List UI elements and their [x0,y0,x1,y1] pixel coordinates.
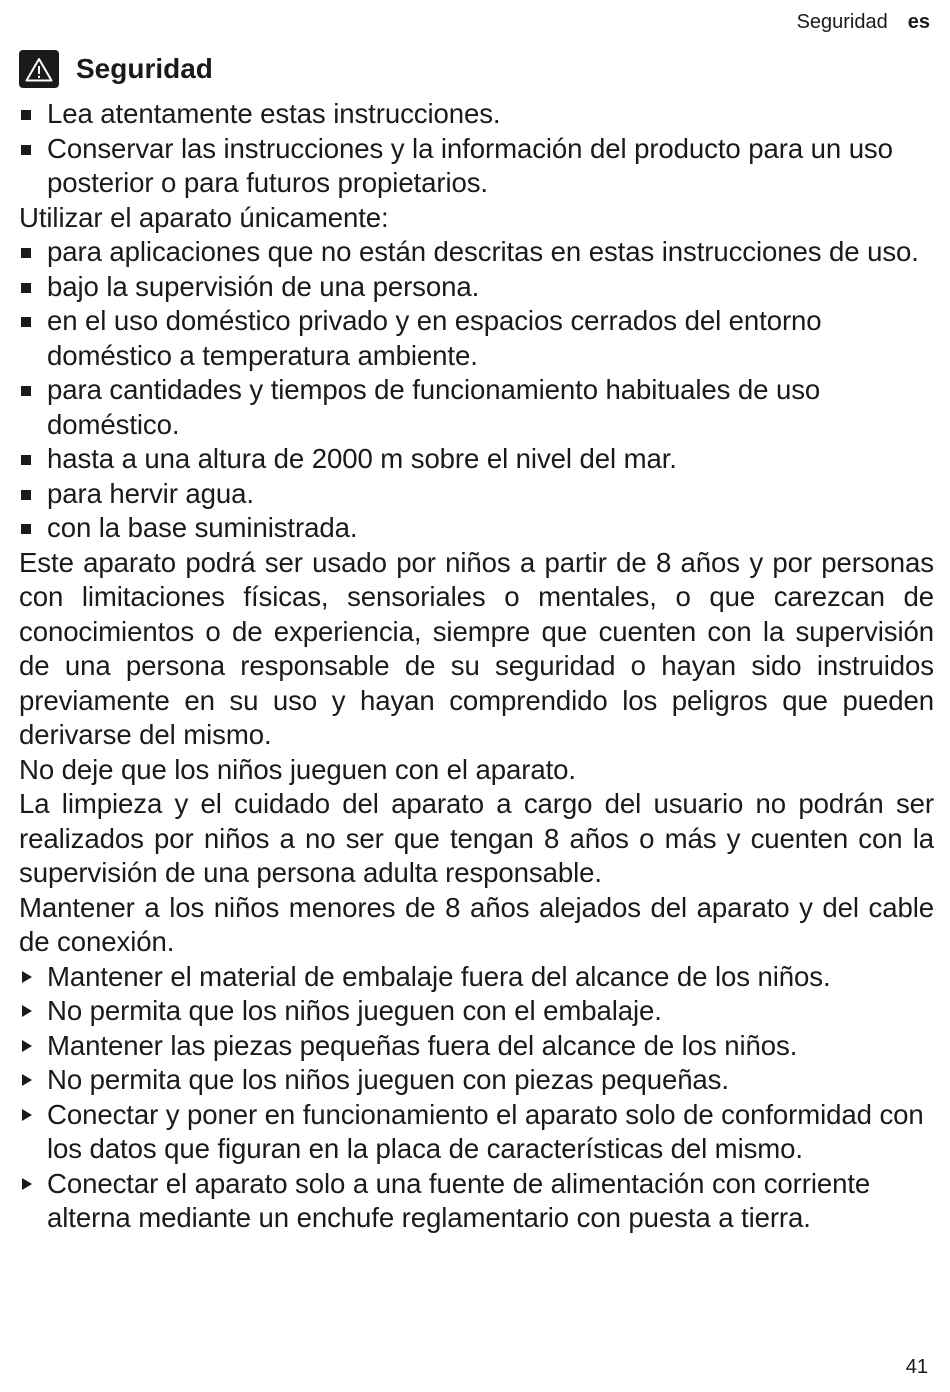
action-item: No permita que los niños jueguen con el embalaje. [19,994,934,1029]
page-title: Seguridad [76,53,213,84]
intro-list [19,97,934,201]
action-item: Conectar el aparato solo a una fuente de alimentación con corriente alterna mediante un enchufe reglamentario con puesta a tierra. [19,1167,934,1236]
triangle-bullet-icon [22,1005,32,1017]
keep-away-paragraph: Mantener a los niños menores de 8 años alejados del aparato y del cable de conexión. [19,891,934,957]
use-list [19,235,934,546]
list-item: para aplicaciones que no están descritas en estas instrucciones de uso. [19,235,934,270]
page-number: 41 [905,1356,928,1378]
action-item: Conectar y poner en funcionamiento el aparato solo de conformidad con los datos que figuran en la placa de características del mismo. [19,1098,934,1167]
list-item: hasta a una altura de 2000 m sobre el nivel del mar. [19,442,934,477]
square-bullet-icon [21,110,31,120]
children-paragraph: Este aparato podrá ser usado por niños a partir de 8 años y por personas con limitaciones físicas, sensoriales o mentales, o que carezcan de conocimientos o de experiencia, siempre que cuenten con la supervisión de una persona responsable de su seguridad o hayan sido instruidos previamente en su uso y hayan comprendido los peligros que pueden derivarse del mismo. [19,546,934,750]
triangle-bullet-icon [22,1178,32,1190]
header-language-code: es [907,11,930,33]
warning-icon [19,50,59,88]
cleaning-paragraph: La limpieza y el cuidado del aparato a cargo del usuario no podrán ser realizados por niños a no ser que tengan 8 años o más y cuenten con la supervisión de una persona adulta responsable. [19,788,934,888]
square-bullet-icon [21,317,31,327]
square-bullet-icon [21,386,31,396]
triangle-bullet-icon [22,971,32,983]
triangle-bullet-icon [22,1074,32,1086]
list-item: en el uso doméstico privado y en espacios cerrados del entorno doméstico a temperatura ambiente. [19,304,934,373]
action-item: Mantener las piezas pequeñas fuera del alcance de los niños. [19,1029,934,1064]
square-bullet-icon [21,455,31,465]
square-bullet-icon [21,248,31,258]
triangle-bullet-icon [22,1040,32,1052]
triangle-bullet-icon [22,1109,32,1121]
action-item: Mantener el material de embalaje fuera del alcance de los niños. [19,960,934,995]
header-section-title: Seguridad [796,11,888,33]
list-item: para hervir agua. [19,477,934,512]
list-item: Conservar las instrucciones y la información del producto para un uso posterior o para futuros propietarios. [19,132,934,201]
list-item: con la base suministrada. [19,511,934,546]
square-bullet-icon [21,145,31,155]
section-heading [19,49,213,89]
list-item: para cantidades y tiempos de funcionamiento habituales de uso doméstico. [19,373,934,442]
list-item: Lea atentamente estas instrucciones. [19,97,934,132]
action-list [19,960,934,1236]
action-item: No permita que los niños jueguen con piezas pequeñas. [19,1063,934,1098]
no-play-paragraph: No deje que los niños jueguen con el aparato. [19,753,576,785]
square-bullet-icon [21,283,31,293]
use-heading: Utilizar el aparato únicamente: [19,201,389,233]
running-header [797,9,930,35]
square-bullet-icon [21,490,31,500]
square-bullet-icon [21,524,31,534]
list-item: bajo la supervisión de una persona. [19,270,934,305]
document-body [19,97,934,1236]
